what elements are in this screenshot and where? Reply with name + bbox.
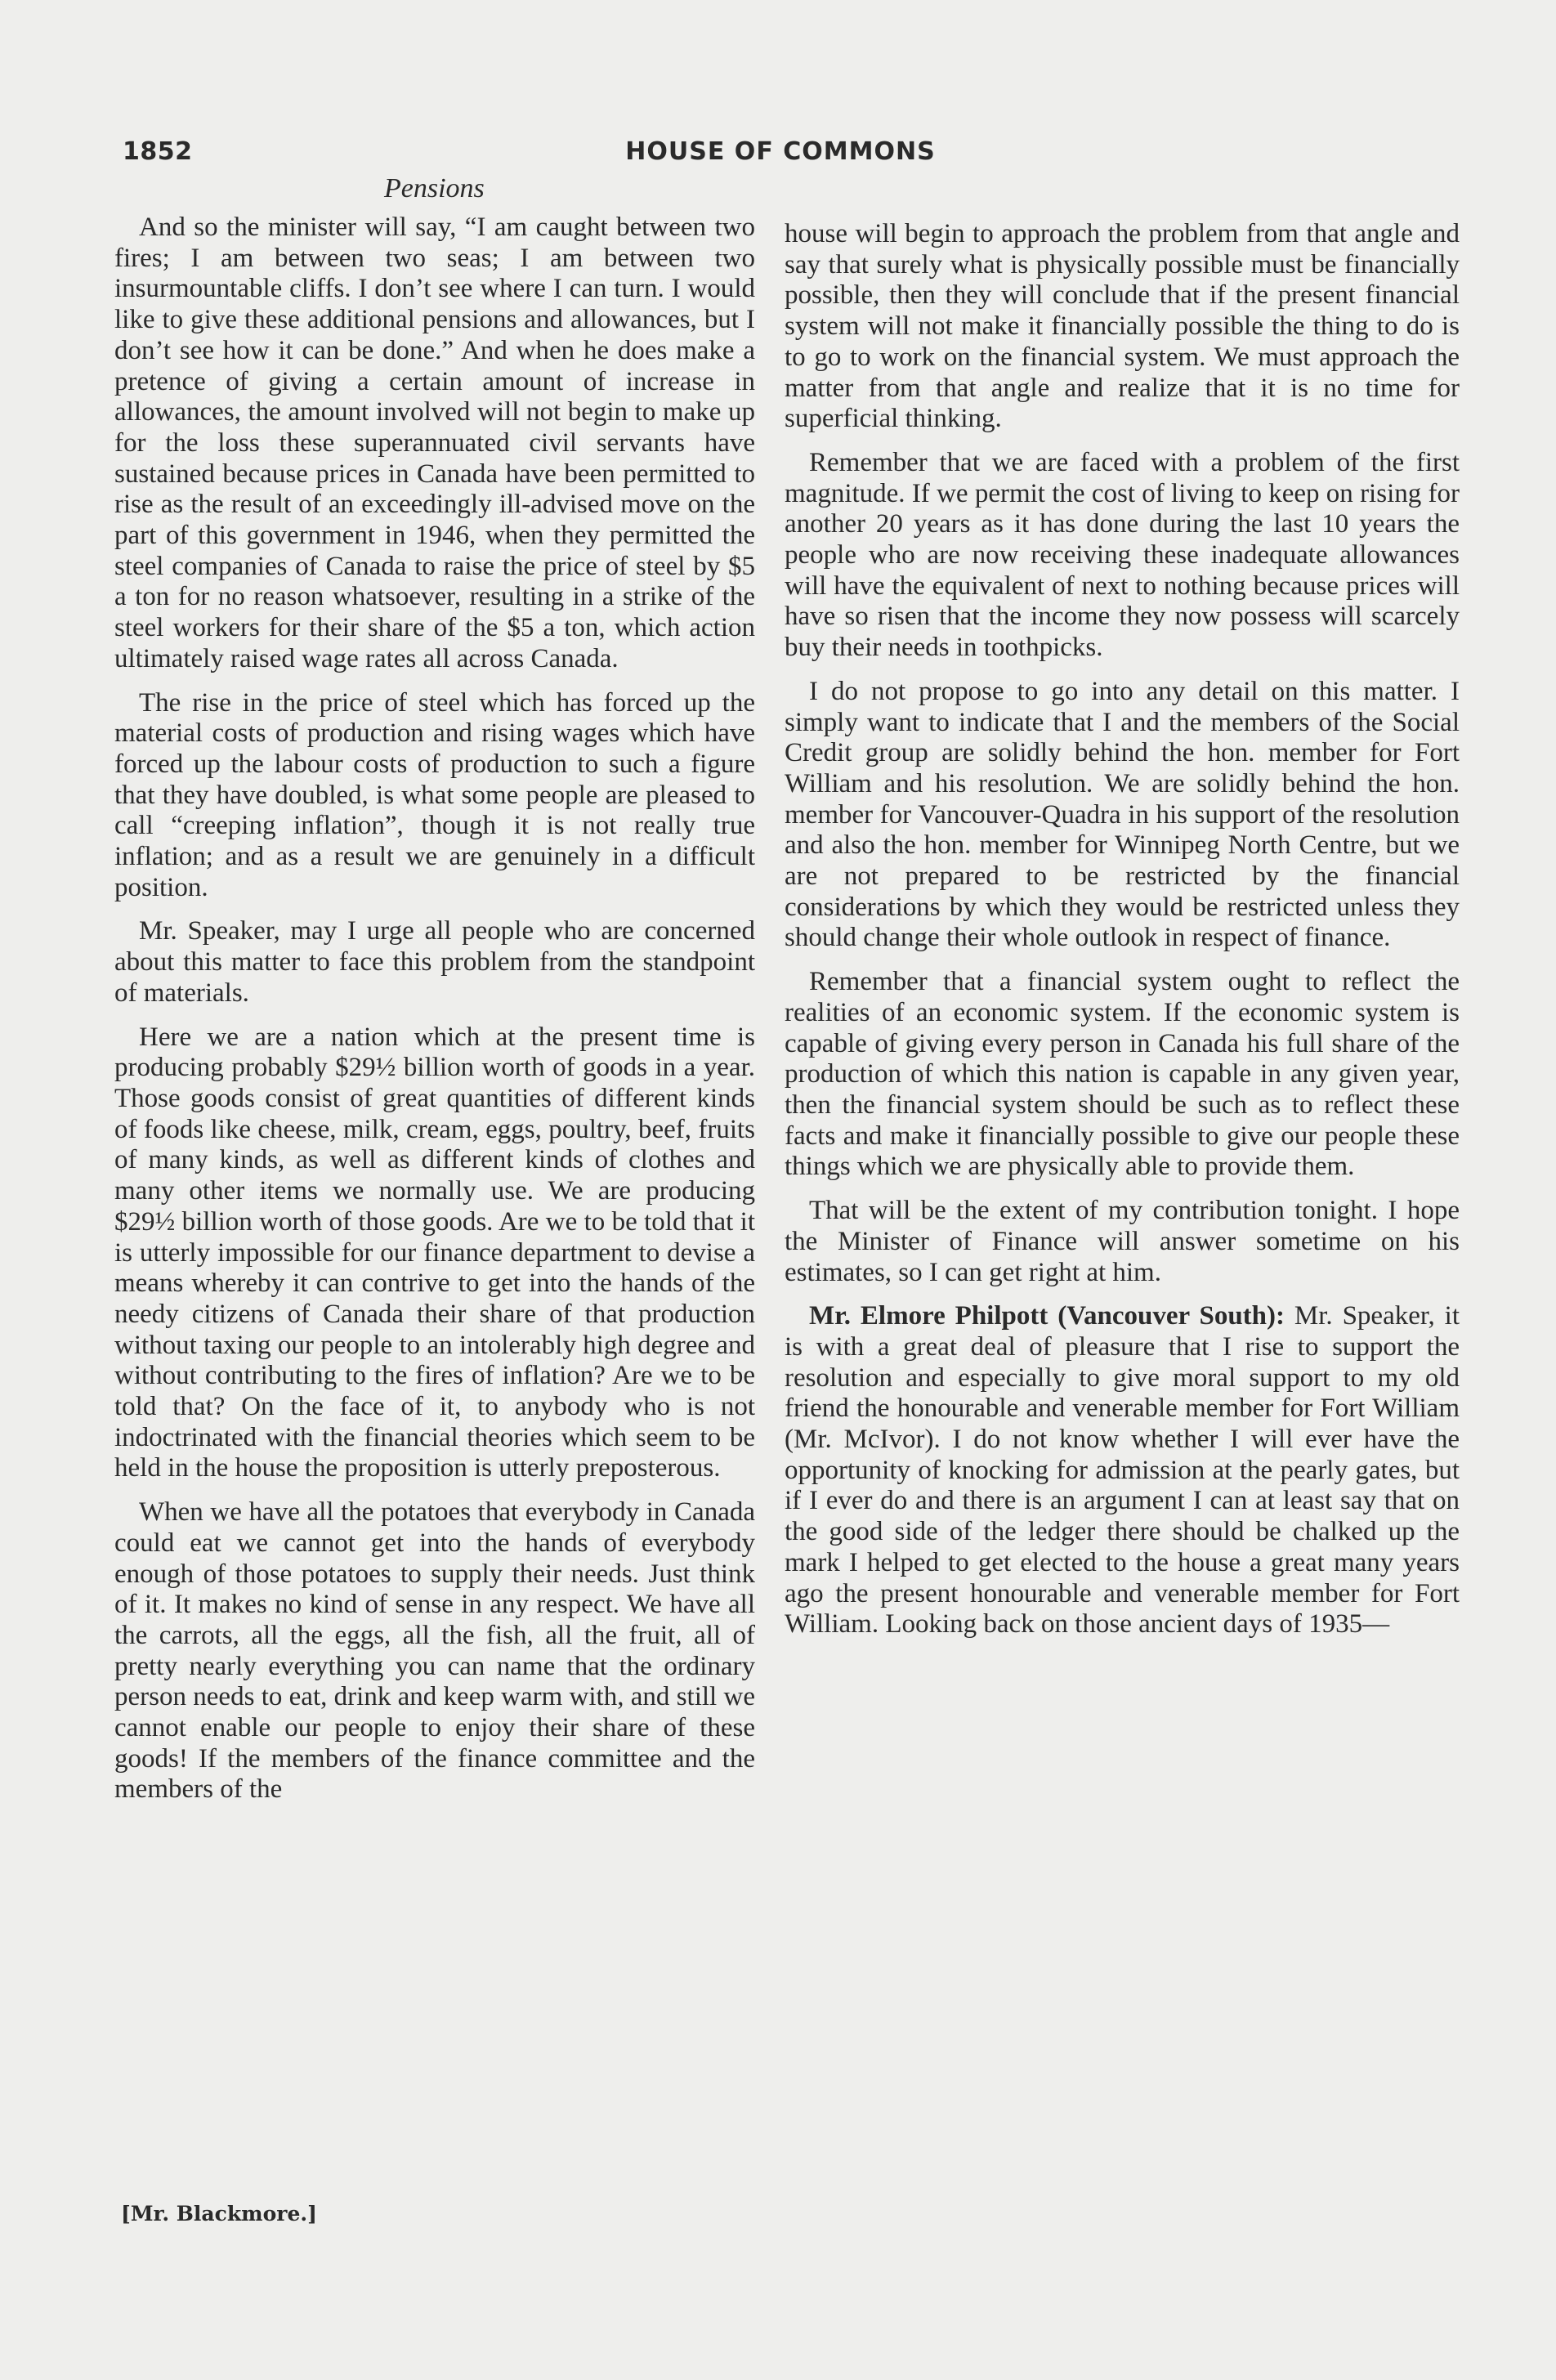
- paragraph: Remember that a financial system ought to reflect the realities of an economic system. If the economic system is capable of giving every person in Canada his full share of the production of which this nation is capable in any given year, then the financial system should be such as to reflect these facts and make it financially possible to give our people these things which we are physically able to provide them.: [785, 967, 1460, 1182]
- left-column: [114, 212, 755, 1819]
- paragraph: Here we are a nation which at the present time is producing probably $29½ billion worth of goods in a year. Those goods consist of great quantities of different kinds of foods like cheese, milk, cream, eggs, poultry, beef, fruits of many kinds, as well as different kinds of clothes and many other items we normally use. We are producing $29½ billion worth of those goods. Are we to be told that it is utterly impossible for our finance department to devise a means whereby it can contrive to get into the hands of the needy citizens of Canada their share of that production without taxing our people to an intolerably high degree and without contributing to the fires of inflation? Are we to be told that? On the face of it, to anybody who is not indoctrinated with the financial theories which seem to be held in the house the proposition is utterly preposterous.: [114, 1022, 755, 1483]
- paragraph: I do not propose to go into any detail on this matter. I simply want to indicate that I and the members of the Social Credit group are solidly behind the hon. member for Fort William and his resolution. We are solidly behind the hon. member for Vancouver-Quadra in his support of the resolution and also the hon. member for Winnipeg North Centre, but we are not prepared to be restricted by the financial considerations by which they would be restricted unless they should change their whole outlook in respect of finance.: [785, 676, 1460, 953]
- paragraph: Mr. Speaker, may I urge all people who are concerned about this matter to face this problem from the standpoint of materials.: [114, 916, 755, 1008]
- paragraph: And so the minister will say, “I am caught between two fires; I am between two seas; I am between two insurmountable cliffs. I don’t see where I can turn. I would like to give these additional pensions and allowances, but I don’t see how it can be done.” And when he does make a pretence of giving a certain amount of increase in allowances, the amount involved will not begin to make up for the loss these superannuated civil servants have sustained because prices in Canada have been permitted to rise as the result of an exceedingly ill-advised move on the part of this government in 1946, when they permitted the steel companies of Canada to raise the price of steel by $5 a ton for no reason whatsoever, resulting in a strike of the steel workers for their share of the $5 a ton, which action ultimately raised wage rates all across Canada.: [114, 212, 755, 673]
- paragraph: Remember that we are faced with a problem of the first magnitude. If we permit the cost of living to keep on rising for another 20 years as it has done during the last 10 years the people who are now receiving these inadequate allowances will have the equivalent of next to nothing because prices will have so risen that the income they now possess will scarcely buy their needs in toothpicks.: [785, 447, 1460, 663]
- speech-text: Mr. Speaker, it is with a great deal of pleasure that I rise to support the resolution and especially to give moral support to my old friend the honourable and venerable member for Fort William (Mr. McIvor). I do not know whether I will ever have the opportunity of knocking for admission at the pearly gates, but if I ever do and there is an argument I can at least say that on the good side of the ledger there should be chalked up the mark I helped to get elected to the house a great many years ago the present honourable and venerable member for Fort William. Looking back on those ancient days of 1935—: [785, 1301, 1460, 1640]
- paragraph: When we have all the potatoes that everybody in Canada could eat we cannot get into the hands of everybody enough of those potatoes to supply their needs. Just think of it. It makes no kind of sense in any respect. We have all the carrots, all the eggs, all the fish, all the fruit, all of pretty nearly everything you can name that the ordinary person needs to eat, drink and keep warm with, and still we cannot enable our people to enjoy their share of these goods! If the members of the finance committee and the members of the: [114, 1497, 755, 1805]
- paragraph: The rise in the price of steel which has forced up the material costs of production and rising wages which have forced up the labour costs of production to such a figure that they have doubled, is what some people are pleased to call “creeping inflation”, though it is not really true inflation; and as a result we are genuinely in a difficult position.: [114, 687, 755, 902]
- page-number: 1852: [123, 137, 193, 166]
- speaker-name: Mr. Elmore Philpott (Vancouver South):: [809, 1301, 1285, 1331]
- speech-paragraph: [785, 1301, 1460, 1640]
- right-column: [785, 219, 1460, 1653]
- section-heading: Pensions: [384, 173, 485, 204]
- running-head: HOUSE OF COMMONS: [625, 137, 936, 166]
- paragraph-continuation: house will begin to approach the problem from that angle and say that surely what is physically possible must be financially possible, then they will conclude that if the present financial system will not make it financially possible the thing to do is to go to work on the financial system. We must approach the matter from that angle and realize that it is no time for superficial thinking.: [785, 219, 1460, 434]
- paragraph: That will be the extent of my contribution tonight. I hope the Minister of Finance will answer sometime on his estimates, so I can get right at him.: [785, 1196, 1460, 1287]
- footer-attribution: [Mr. Blackmore.]: [121, 2202, 317, 2226]
